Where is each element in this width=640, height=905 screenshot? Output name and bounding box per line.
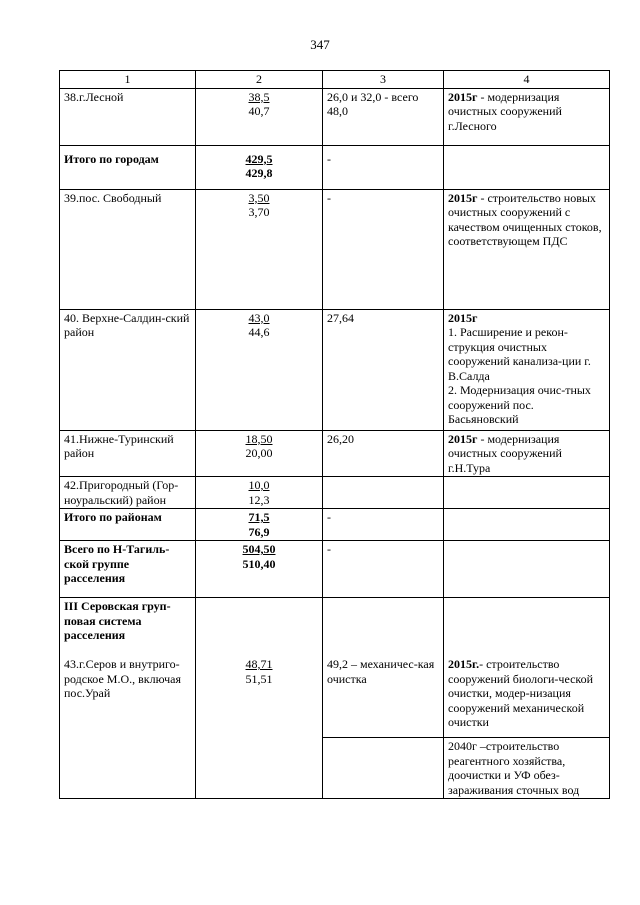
measure-item-1: 1. Расширение и рекон-струкция очистных сооружений канализа-ции г. В.Салда <box>448 325 591 383</box>
row-capacity <box>323 738 444 799</box>
row-capacity: 26,0 и 32,0 - всего 48,0 <box>323 88 444 145</box>
table-row-itogo-gorod <box>60 145 610 189</box>
row-name: Итого по районам <box>60 509 196 541</box>
row-measures <box>444 598 610 738</box>
value-current: 71,5 <box>248 510 270 524</box>
table-header-row <box>60 71 610 89</box>
value-current: 10,0 <box>248 478 270 492</box>
row-name: Всего по Н-Тагиль-ской группе расселения <box>60 541 196 598</box>
row-capacity: - <box>323 145 444 189</box>
row-capacity: - <box>323 509 444 541</box>
row-name: 38.г.Лесной <box>60 88 196 145</box>
table-row-vsego <box>60 541 610 598</box>
value-current: 38,5 <box>248 89 270 104</box>
row-values <box>196 189 323 309</box>
value-projected: 20,00 <box>245 446 273 460</box>
row-capacity <box>323 477 444 509</box>
year-label: 2015г <box>448 190 478 205</box>
row-values <box>196 145 323 189</box>
year-label: 2015г <box>448 89 478 104</box>
year-label: 2015г. <box>448 657 480 671</box>
value-current: 43,0 <box>248 310 270 325</box>
row-values <box>196 88 323 145</box>
value-projected: 40,7 <box>248 104 270 118</box>
measure-text: - модернизация очистных сооружений г.Н.Тура <box>448 431 562 475</box>
value-current: 504,50 <box>242 542 276 556</box>
value-projected: 44,6 <box>248 325 270 339</box>
row-name: 42.Пригородный (Гор-ноуральский) район <box>60 477 196 509</box>
section-title: III Серовская груп-повая система расселения <box>64 599 171 642</box>
table-row-serov <box>60 598 610 738</box>
row-measures: 2040г –строительство реагентного хозяйства, доочистки и УФ обез-зараживания сточных вод <box>444 738 610 799</box>
row-name: Итого по городам <box>60 145 196 189</box>
measure-item-2: 2. Модернизация очис-тных сооружений пос. Басьяновский <box>448 383 591 426</box>
measure-text: - модернизация очистных сооружений г.Лесного <box>448 89 562 133</box>
column-header-3: 3 <box>323 71 444 89</box>
page-number: 347 <box>310 37 330 52</box>
year-label: 2015г <box>448 310 478 325</box>
column-header-4: 4 <box>444 71 610 89</box>
row-name: 40. Верхне-Салдин-ский район <box>60 309 196 430</box>
table-row-vsalda <box>60 309 610 430</box>
row-capacity: - <box>323 541 444 598</box>
value-projected: 76,9 <box>248 524 270 539</box>
measure-text: - строительство сооружений биологи-ческой очистки, модер-низация сооружений механической очистки <box>448 657 594 729</box>
table-row-itogo-rayon <box>60 509 610 541</box>
wastewater-table <box>59 70 610 799</box>
table-row-lesnoy <box>60 88 610 145</box>
row-measures <box>444 145 610 189</box>
value-projected: 51,51 <box>245 671 273 686</box>
measure-text: - строительство новых очистных сооружений с качеством очищенных стоков, соответствующем ПДС <box>448 190 602 248</box>
value-current: 48,71 <box>245 657 273 671</box>
column-header-2: 2 <box>196 71 323 89</box>
row-values <box>196 430 323 477</box>
table-row-svobodny <box>60 189 610 309</box>
column-header-1: 1 <box>60 71 196 89</box>
value-projected: 12,3 <box>248 492 270 507</box>
row-measures <box>444 189 610 309</box>
row-values <box>196 309 323 430</box>
row-name <box>60 598 196 799</box>
value-projected: 3,70 <box>248 205 270 219</box>
value-projected: 510,40 <box>242 556 276 571</box>
row-measures <box>444 541 610 598</box>
value-current: 3,50 <box>248 190 270 205</box>
row-measures <box>444 509 610 541</box>
value-current: 18,50 <box>245 431 273 446</box>
row-capacity: 27,64 <box>323 309 444 430</box>
row-capacity <box>323 598 444 738</box>
table-row-ntura <box>60 430 610 477</box>
year-label: 2015г <box>448 431 478 446</box>
capacity-text: 49,2 – механичес-кая очистка <box>327 657 435 686</box>
row-capacity: 26,20 <box>323 430 444 477</box>
row-measures <box>444 477 610 509</box>
row-values <box>196 477 323 509</box>
value-current: 429,5 <box>245 151 273 166</box>
row-name: 41.Нижне-Туринский район <box>60 430 196 477</box>
row-measures <box>444 430 610 477</box>
row-name: 39.пос. Свободный <box>60 189 196 309</box>
row-measures <box>444 309 610 430</box>
row-values <box>196 509 323 541</box>
row-measures <box>444 88 610 145</box>
row-values <box>196 598 323 799</box>
table-row-prigorod <box>60 477 610 509</box>
value-projected: 429,8 <box>245 166 273 180</box>
row-values <box>196 541 323 598</box>
district-name: 43.г.Серов и внутриго-родское М.О., включая пос.Урай <box>64 657 181 700</box>
row-capacity: - <box>323 189 444 309</box>
